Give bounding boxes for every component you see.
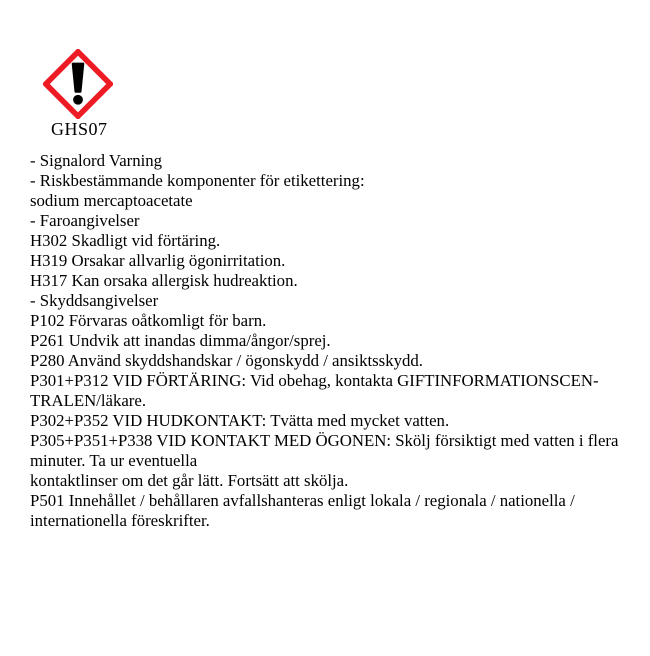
label-line-p261: P261 Undvik att inandas dimma/ångor/sprej. — [30, 331, 331, 350]
label-line-p501-part2: internationella föreskrifter. — [30, 511, 210, 530]
label-line-p305-p351-p338-part2: minuter. Ta ur eventuella — [30, 451, 198, 470]
label-line-p305-p351-p338-part1: P305+P351+P338 VID KONTAKT MED ÖGONEN: Skölj försiktigt med vatten i flera — [30, 431, 619, 450]
label-line-h302: H302 Skadligt vid förtäring. — [30, 231, 221, 250]
ghs07-pictogram — [43, 49, 113, 119]
label-line-substance-name: sodium mercaptoacetate — [30, 191, 193, 210]
label-line-p102: P102 Förvaras oåtkomligt för barn. — [30, 311, 267, 330]
label-line-p301-p312-part2: TRALEN/läkare. — [30, 391, 147, 410]
label-line-h319: H319 Orsakar allvarlig ögonirritation. — [30, 251, 286, 270]
label-line-p301-p312-part1: P301+P312 VID FÖRTÄRING: Vid obehag, kontakta GIFTINFORMATIONSCEN- — [30, 371, 599, 390]
exclamation-icon — [73, 64, 84, 105]
label-line-h317: H317 Kan orsaka allergisk hudreaktion. — [30, 271, 298, 290]
label-line-signal-word: - Signalord Varning — [30, 151, 163, 170]
hazard-label-text — [30, 151, 645, 531]
label-line-precautionary-heading: - Skyddsangivelser — [30, 291, 159, 310]
label-line-p501-part1: P501 Innehållet / behållaren avfallshanteras enligt lokala / regionala / nationella / — [30, 491, 575, 510]
label-line-p305-p351-p338-part3: kontaktlinser om det går lätt. Fortsätt att skölja. — [30, 471, 349, 490]
label-line-p302-p352: P302+P352 VID HUDKONTAKT: Tvätta med mycket vatten. — [30, 411, 450, 430]
label-line-risk-components-heading: - Riskbestämmande komponenter för etikettering: — [30, 171, 365, 190]
hazard-diamond-icon — [43, 49, 113, 119]
pictogram-code-label: GHS07 — [51, 119, 108, 139]
label-line-p280: P280 Använd skyddshandskar / ögonskydd / ansiktsskydd. — [30, 351, 423, 370]
label-line-hazard-statements-heading: - Faroangivelser — [30, 211, 140, 230]
